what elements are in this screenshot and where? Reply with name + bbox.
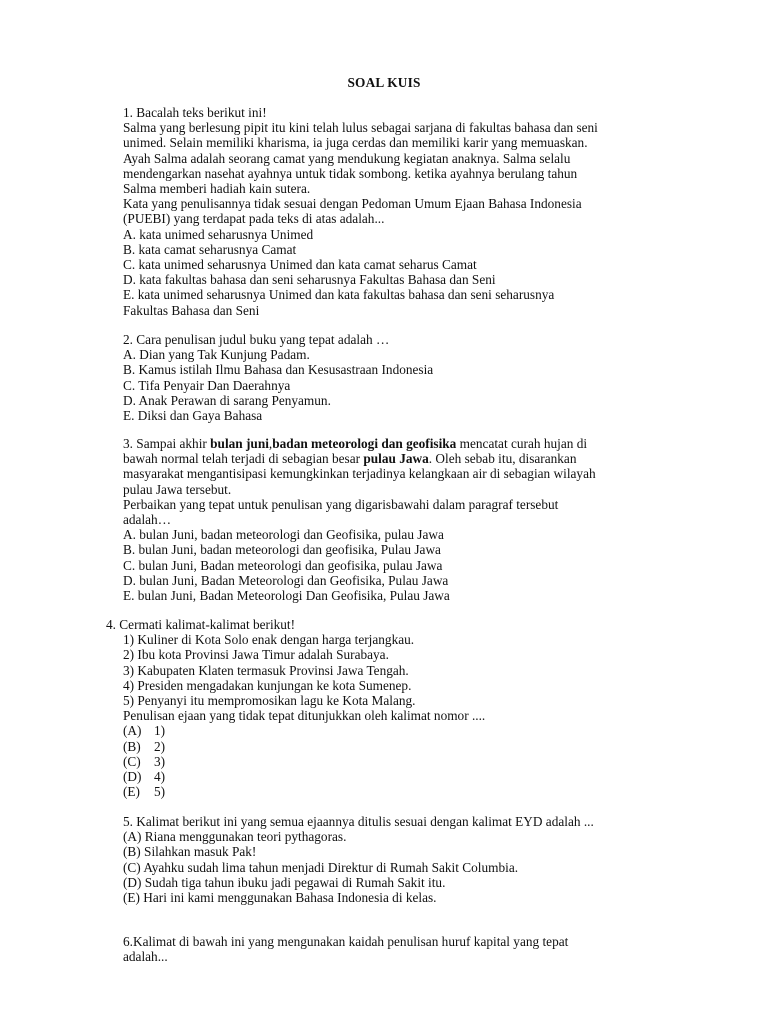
q3-line: Perbaikan yang tepat untuk penulisan yang digarisbawahi dalam paragraf tersebut <box>123 496 559 512</box>
q1-option: A. kata unimed seharusnya Unimed <box>123 226 314 242</box>
q4-heading: 4. Cermati kalimat-kalimat berikut! <box>106 617 296 632</box>
q3-bold-text: pulau Jawa <box>363 451 429 467</box>
q3-text: . Oleh sebab itu, disarankan <box>428 451 577 467</box>
q1-line: Salma yang berlesung pipit itu kini telah lulus sebagai sarjana di fakultas bahasa dan seni <box>123 120 598 136</box>
q3-line: masyarakat mengantisipasi kemungkinkan terjadinya kelangkaan air di sebagian wilayah <box>123 466 596 482</box>
question-1 <box>123 105 663 318</box>
q4-option-value: 4) <box>154 769 166 785</box>
q5-option: (A) Riana menggunakan teori pythagoras. <box>123 829 347 845</box>
q1-line: Ayah Salma adalah seorang camat yang mendukung kegiatan anaknya. Salma selalu <box>123 150 571 166</box>
q5-option: (D) Sudah tiga tahun ibuku jadi pegawai di Rumah Sakit itu. <box>123 874 446 890</box>
question-3 <box>123 436 663 603</box>
q2-option: D. Anak Perawan di sarang Penyamun. <box>123 392 331 408</box>
q4-sentence: 2) Ibu kota Provinsi Jawa Timur adalah Surabaya. <box>123 647 389 663</box>
q3-option: C. bulan Juni, Badan meteorologi dan geofisika, pulau Jawa <box>123 557 443 573</box>
q4-option-letter: (C) <box>123 753 141 769</box>
q4-option-value: 2) <box>154 738 166 754</box>
q1-line: Kata yang penulisannya tidak sesuai dengan Pedoman Umum Ejaan Bahasa Indonesia <box>123 196 582 212</box>
q3-text: 3. Sampai akhir <box>123 436 211 451</box>
q6-line: 6.Kalimat di bawah ini yang mengunakan kaidah penulisan huruf kapital yang tepat <box>123 934 569 949</box>
question-2 <box>123 332 663 423</box>
q4-option-letter: (A) <box>123 723 142 739</box>
q5-option: (B) Silahkan masuk Pak! <box>123 844 257 860</box>
q1-line: (PUEBI) yang terdapat pada teks di atas adalah... <box>123 211 385 227</box>
q3-line-1 <box>123 436 663 451</box>
question-4 <box>106 617 666 799</box>
q3-option: D. bulan Juni, Badan Meteorologi dan Geofisika, Pulau Jawa <box>123 572 449 588</box>
q2-option: C. Tifa Penyair Dan Daerahnya <box>123 377 291 393</box>
q3-bold-text: bulan juni <box>210 436 269 451</box>
q4-option-value: 5) <box>154 784 166 800</box>
q2-line: 2. Cara penulisan judul buku yang tepat adalah … <box>123 332 390 347</box>
q3-line: pulau Jawa tersebut. <box>123 481 232 497</box>
q1-option: B. kata camat seharusnya Camat <box>123 241 297 257</box>
q2-option: E. Diksi dan Gaya Bahasa <box>123 408 263 424</box>
q3-text: bawah normal telah terjadi di sebagian besar <box>123 451 364 467</box>
q4-sentence: 3) Kabupaten Klaten termasuk Provinsi Jawa Tengah. <box>123 662 409 678</box>
q4-option-letter: (D) <box>123 769 142 785</box>
q2-option: A. Dian yang Tak Kunjung Padam. <box>123 347 310 363</box>
q4-option-value: 3) <box>154 753 166 769</box>
question-6 <box>123 934 663 964</box>
q3-option: A. bulan Juni, badan meteorologi dan Geofisika, pulau Jawa <box>123 527 444 543</box>
q1-line: unimed. Selain memiliki kharisma, ia juga cerdas dan memiliki karir yang memuaskan. <box>123 135 588 151</box>
q4-option-value: 1) <box>154 723 166 739</box>
q3-option: B. bulan Juni, badan meteorologi dan geofisika, Pulau Jawa <box>123 542 441 558</box>
q6-line: adalah... <box>123 949 168 965</box>
q4-sentence: 4) Presiden mengadakan kunjungan ke kota Sumenep. <box>123 677 412 693</box>
q3-option: E. bulan Juni, Badan Meteorologi Dan Geofisika, Pulau Jawa <box>123 588 450 604</box>
q1-option: D. kata fakultas bahasa dan seni seharusnya Fakultas Bahasa dan Seni <box>123 272 496 288</box>
q3-line: adalah… <box>123 512 171 528</box>
q3-bold-text: badan meteorologi dan geofisika <box>272 436 457 451</box>
q4-question: Penulisan ejaan yang tidak tepat ditunjukkan oleh kalimat nomor .... <box>123 708 486 724</box>
q4-option <box>106 723 666 738</box>
q3-text: mencatat curah hujan di <box>456 436 588 451</box>
q3-text: , <box>268 436 273 451</box>
q5-option: (E) Hari ini kami menggunakan Bahasa Indonesia di kelas. <box>123 890 437 906</box>
question-5 <box>123 814 663 905</box>
q1-option: E. kata unimed seharusnya Unimed dan kata fakultas bahasa dan seni seharusnya <box>123 287 555 303</box>
q1-line: mendengarkan nasehat ayahnya untuk tidak sombong. ketika ayahnya berulang tahun <box>123 165 578 181</box>
q3-line-2 <box>123 451 663 466</box>
q4-option <box>106 739 666 754</box>
page-title: SOAL KUIS <box>347 75 421 90</box>
q4-option <box>106 784 666 799</box>
q5-option: (C) Ayahku sudah lima tahun menjadi Direktur di Rumah Sakit Columbia. <box>123 859 519 875</box>
q1-line: Salma memberi hadiah kain sutera. <box>123 181 311 197</box>
q4-option <box>106 769 666 784</box>
q4-option <box>106 754 666 769</box>
q4-sentence: 1) Kuliner di Kota Solo enak dengan harga terjangkau. <box>123 632 415 648</box>
q5-line: 5. Kalimat berikut ini yang semua ejaannya ditulis sesuai dengan kalimat EYD adalah ... <box>123 814 594 829</box>
q1-line: 1. Bacalah teks berikut ini! <box>123 105 267 120</box>
q2-option: B. Kamus istilah Ilmu Bahasa dan Kesusastraan Indonesia <box>123 362 434 378</box>
q1-option: Fakultas Bahasa dan Seni <box>123 302 260 318</box>
q4-option-letter: (E) <box>123 784 140 800</box>
q1-option: C. kata unimed seharusnya Unimed dan kata camat seharus Camat <box>123 257 477 273</box>
q4-option-letter: (B) <box>123 738 141 754</box>
q4-sentence: 5) Penyanyi itu mempromosikan lagu ke Kota Malang. <box>123 693 416 709</box>
